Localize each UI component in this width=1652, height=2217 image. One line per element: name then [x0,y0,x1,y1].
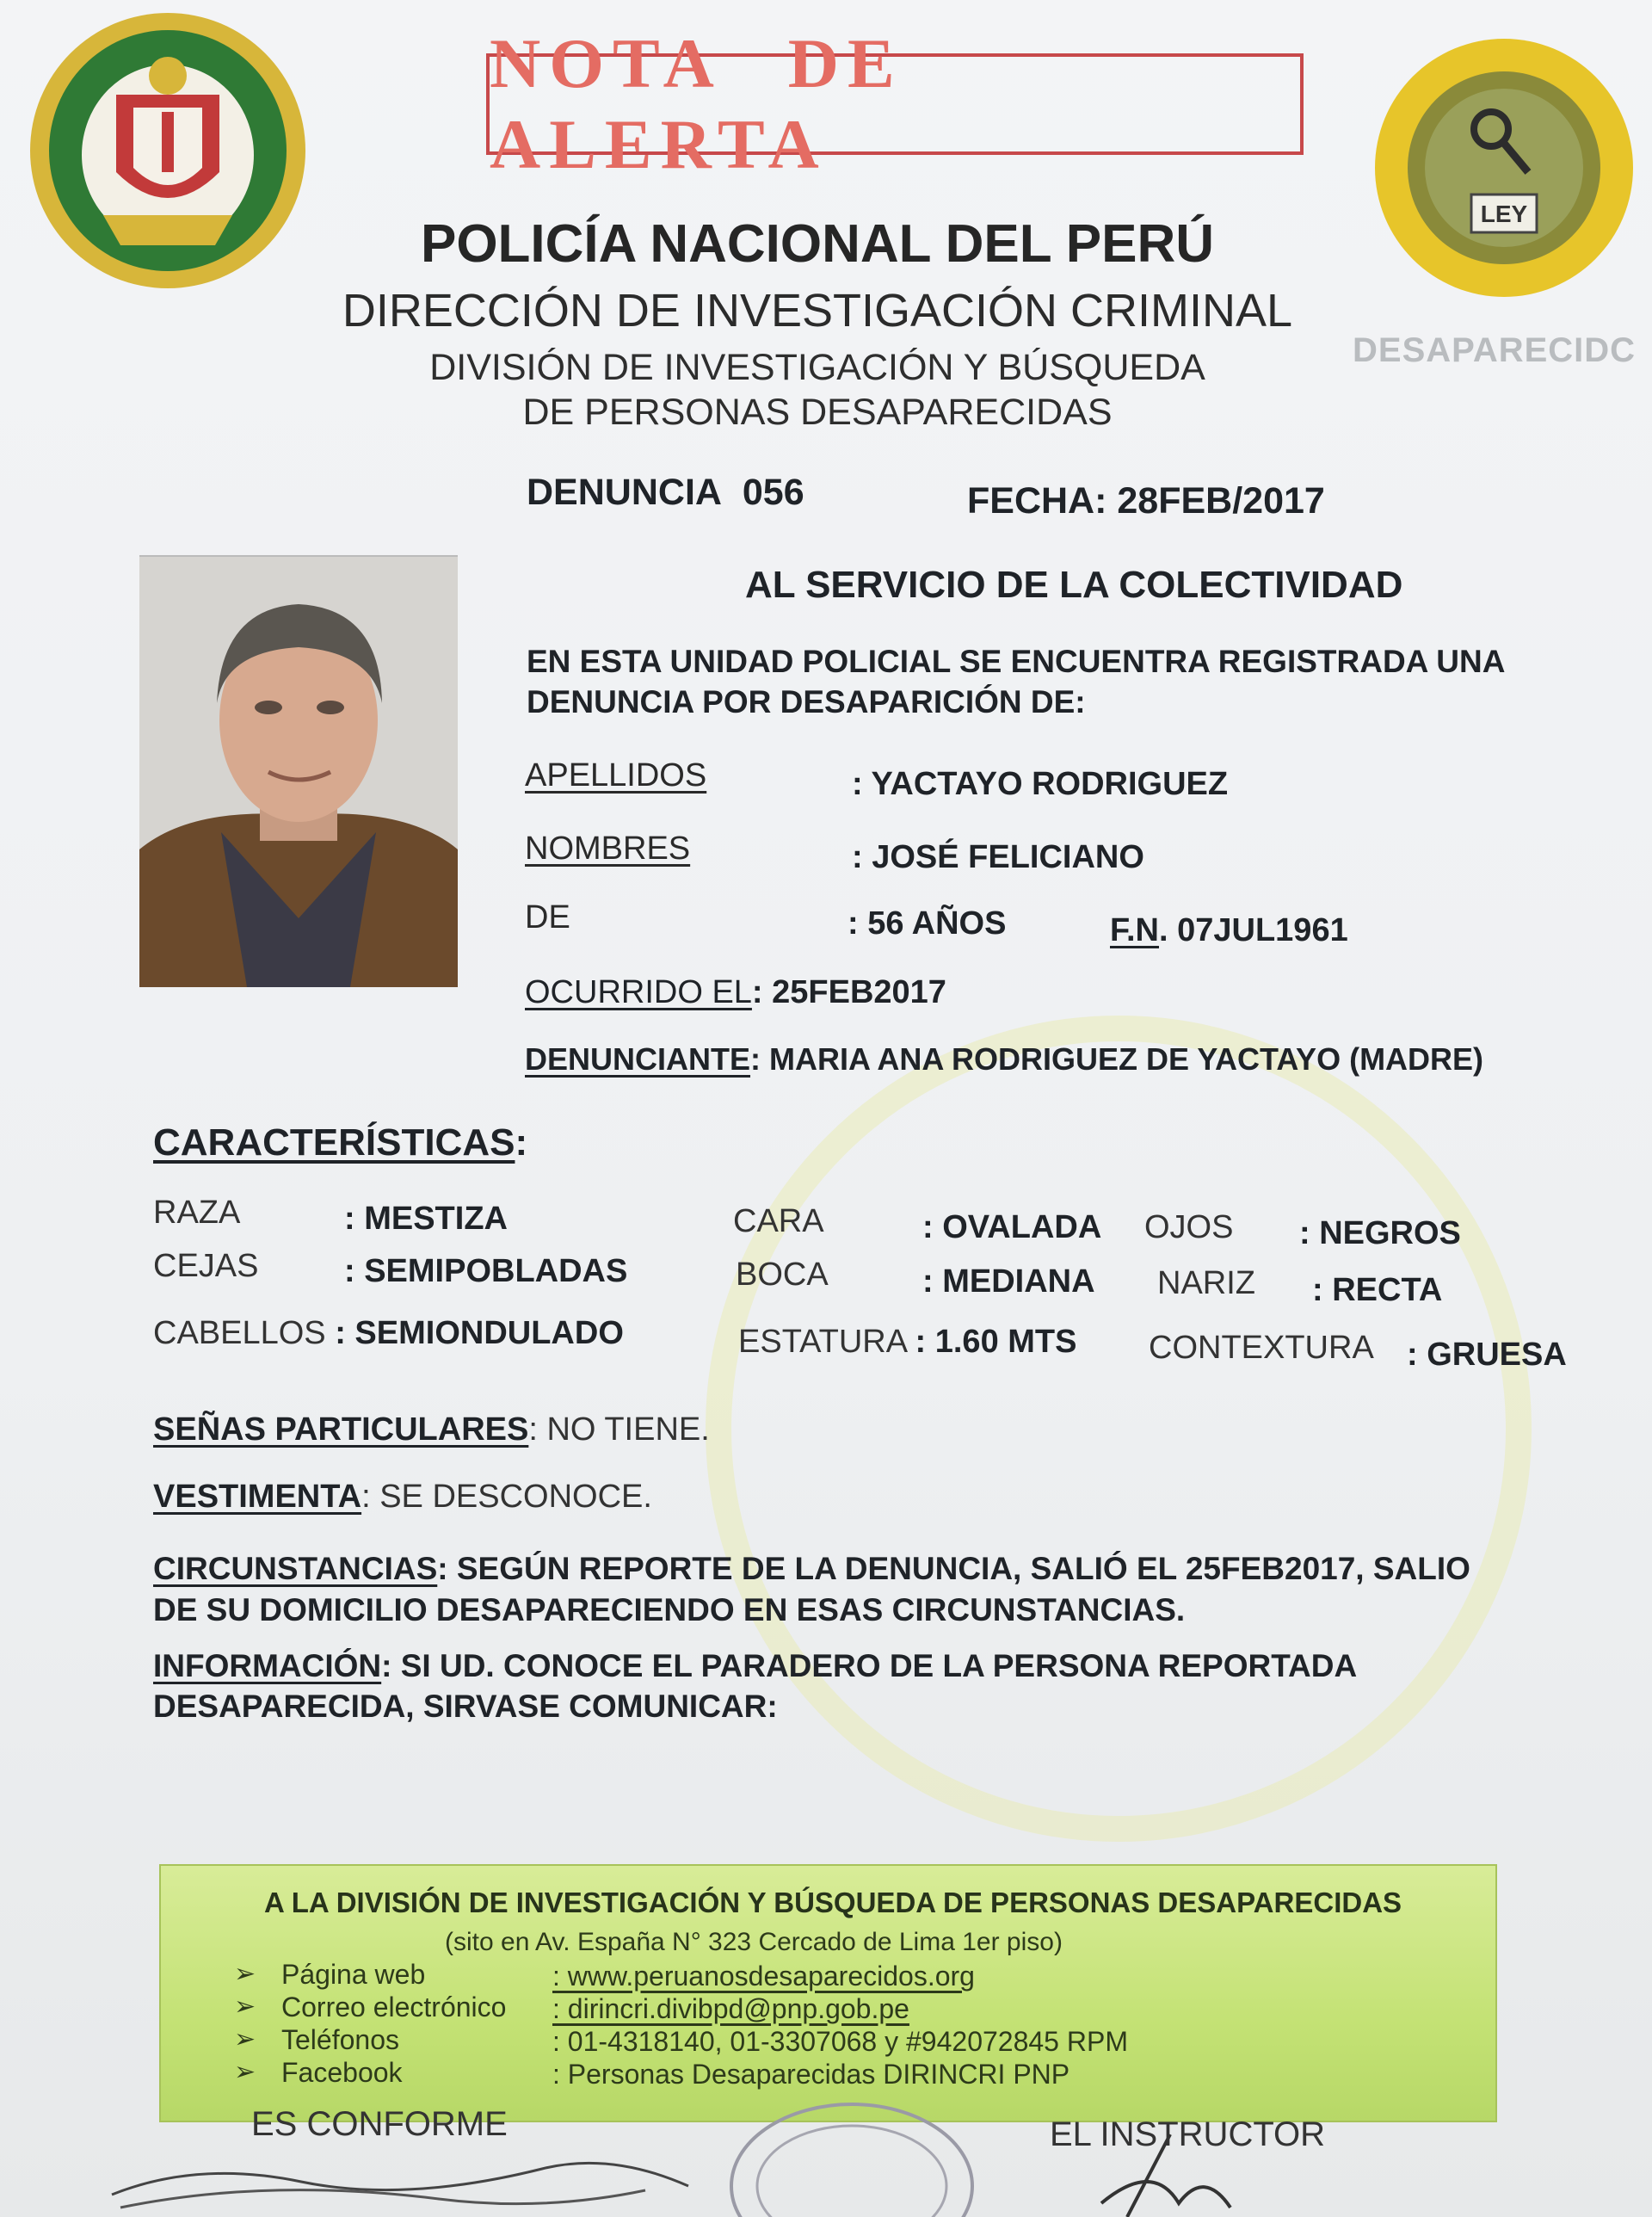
boca-value: : MEDIANA [922,1263,1095,1300]
phone-value: : 01-4318140, 01-3307068 y #942072845 RPM [552,2026,1128,2057]
alert-title-box [486,24,1304,183]
intro-line2: DENUNCIA POR DESAPARICIÓN DE: [527,684,1086,719]
bullet-arrow-icon: ➢ [234,1960,256,1988]
raza-value: : MESTIZA [344,1201,508,1237]
ocurrido-line [525,974,946,1011]
facebook-value: : Personas Desaparecidas DIRINCRI PNP [552,2059,1070,2090]
contact-info-box [159,1864,1497,2122]
info-value-line1: : SI UD. CONOCE EL PARADERO DE LA PERSONA REPORTADA [381,1648,1358,1683]
fn-value: . 07JUL1961 [1159,912,1348,948]
fecha-line [967,480,1325,522]
division-line2: DE PERSONAS DESAPARECIDAS [522,392,1113,433]
intro-line1: EN ESTA UNIDAD POLICIAL SE ENCUENTRA REGISTRADA UNA [527,644,1506,679]
email-link[interactable]: : dirincri.divibpd@pnp.gob.pe [552,1993,909,2024]
contextura-value: : GRUESA [1407,1337,1567,1373]
email-label: Correo electrónico [281,1992,507,2022]
denuncia-label: DENUNCIA [527,472,722,513]
traits-title-colon: : [515,1121,528,1164]
conforme-label: ES CONFORME [251,2105,508,2143]
apellidos-value: : YACTAYO RODRIGUEZ [852,766,1229,802]
senas-label: SEÑAS PARTICULARES [153,1411,529,1448]
circ-label: CIRCUNSTANCIAS [153,1551,438,1586]
senas-value: : NO TIENE. [528,1411,710,1448]
vestimenta-label: VESTIMENTA [153,1479,362,1515]
ojos-value: : NEGROS [1299,1215,1461,1251]
fecha-value: 28FEB/2017 [1117,480,1325,522]
phone-label: Teléfonos [281,2024,399,2055]
info-label: INFORMACIÓN [153,1648,382,1683]
bullet-arrow-icon: ➢ [234,1992,256,2021]
fn-line [1110,912,1348,949]
info-line1 [153,1648,1357,1684]
traits-title: CARACTERÍSTICAS [153,1121,515,1164]
circ-value-line1: : SEGÚN REPORTE DE LA DENUNCIA, SALIÓ EL 25FEB2017, SALIO [437,1551,1470,1586]
fn-label: F.N [1110,912,1159,948]
cara-value: : OVALADA [922,1209,1102,1245]
denunciante-label: DENUNCIANTE [525,1041,751,1077]
estatura-label: ESTATURA [738,1324,906,1360]
contact-address: (sito en Av. España N° 323 Cercado de Lima 1er piso) [445,1928,1063,1956]
circ-line1 [153,1551,1470,1587]
alert-title: NOTA DE ALERTA [490,24,903,183]
missing-person-photo [139,555,458,987]
seal-caption: DESAPARECIDC [1353,331,1637,369]
age-value: : 56 AÑOS [848,905,1007,942]
nombres-label: NOMBRES [525,831,691,867]
denuncia-number: 056 [742,472,804,513]
police-name: POLICÍA NACIONAL DEL PERÚ [420,214,1215,274]
nombres-value: : JOSÉ FELICIANO [852,839,1144,875]
vestimenta-line [153,1479,652,1516]
nariz-label: NARIZ [1157,1265,1255,1301]
motto: AL SERVICIO DE LA COLECTIVIDAD [745,564,1403,606]
denuncia-line [527,472,804,514]
seal-ley-text: LEY [1480,201,1528,227]
senas-line [153,1411,710,1448]
cejas-label: CEJAS [153,1248,259,1284]
circ-value-line2: DE SU DOMICILIO DESAPARECIENDO EN ESAS CIRCUNSTANCIAS. [153,1592,1186,1627]
bullet-arrow-icon: ➢ [234,2025,256,2053]
cabellos-label-line [153,1315,624,1352]
watermark-seal [706,1016,1532,1842]
info-value-line2: DESAPARECIDA, SIRVASE COMUNICAR: [153,1689,778,1724]
de-label: DE [525,899,570,936]
estatura-line [738,1324,1076,1361]
instructor-label: EL INSTRUCTOR [1050,2115,1326,2153]
contextura-label: CONTEXTURA [1149,1330,1374,1366]
web-label: Página web [281,1959,426,1990]
denunciante-line [525,1041,1483,1078]
ocurrido-value: : 25FEB2017 [751,974,946,1010]
cabellos-label: CABELLOS [153,1315,326,1351]
bullet-arrow-icon: ➢ [234,2058,256,2086]
fecha-label: FECHA: [967,480,1107,522]
denunciante-value: : MARIA ANA RODRIGUEZ DE YACTAYO (MADRE) [750,1041,1484,1077]
ocurrido-label: OCURRIDO EL [525,974,752,1010]
web-link[interactable]: : www.peruanosdesaparecidos.org [552,1961,975,1992]
division-line1: DIVISIÓN DE INVESTIGACIÓN Y BÚSQUEDA [429,347,1205,388]
apellidos-label: APELLIDOS [525,757,707,794]
nariz-value: : RECTA [1312,1272,1443,1308]
traits-title-line [153,1121,527,1164]
cabellos-value: : SEMIONDULADO [335,1315,624,1351]
contact-heading: A LA DIVISIÓN DE INVESTIGACIÓN Y BÚSQUEDA DE PERSONAS DESAPARECIDAS [264,1887,1402,1918]
vestimenta-value: : SE DESCONOCE. [361,1479,652,1515]
cejas-value: : SEMIPOBLADAS [344,1253,628,1289]
dirincri-seal-right [1366,26,1642,318]
raza-label: RAZA [153,1195,241,1231]
direction-name: DIRECCIÓN DE INVESTIGACIÓN CRIMINAL [342,285,1293,337]
facebook-label: Facebook [281,2057,403,2088]
signatures-and-stamp [95,2100,1557,2217]
ojos-label: OJOS [1144,1209,1234,1245]
boca-label: BOCA [736,1257,829,1293]
estatura-value: : 1.60 MTS [915,1324,1077,1360]
cara-label: CARA [733,1203,824,1239]
